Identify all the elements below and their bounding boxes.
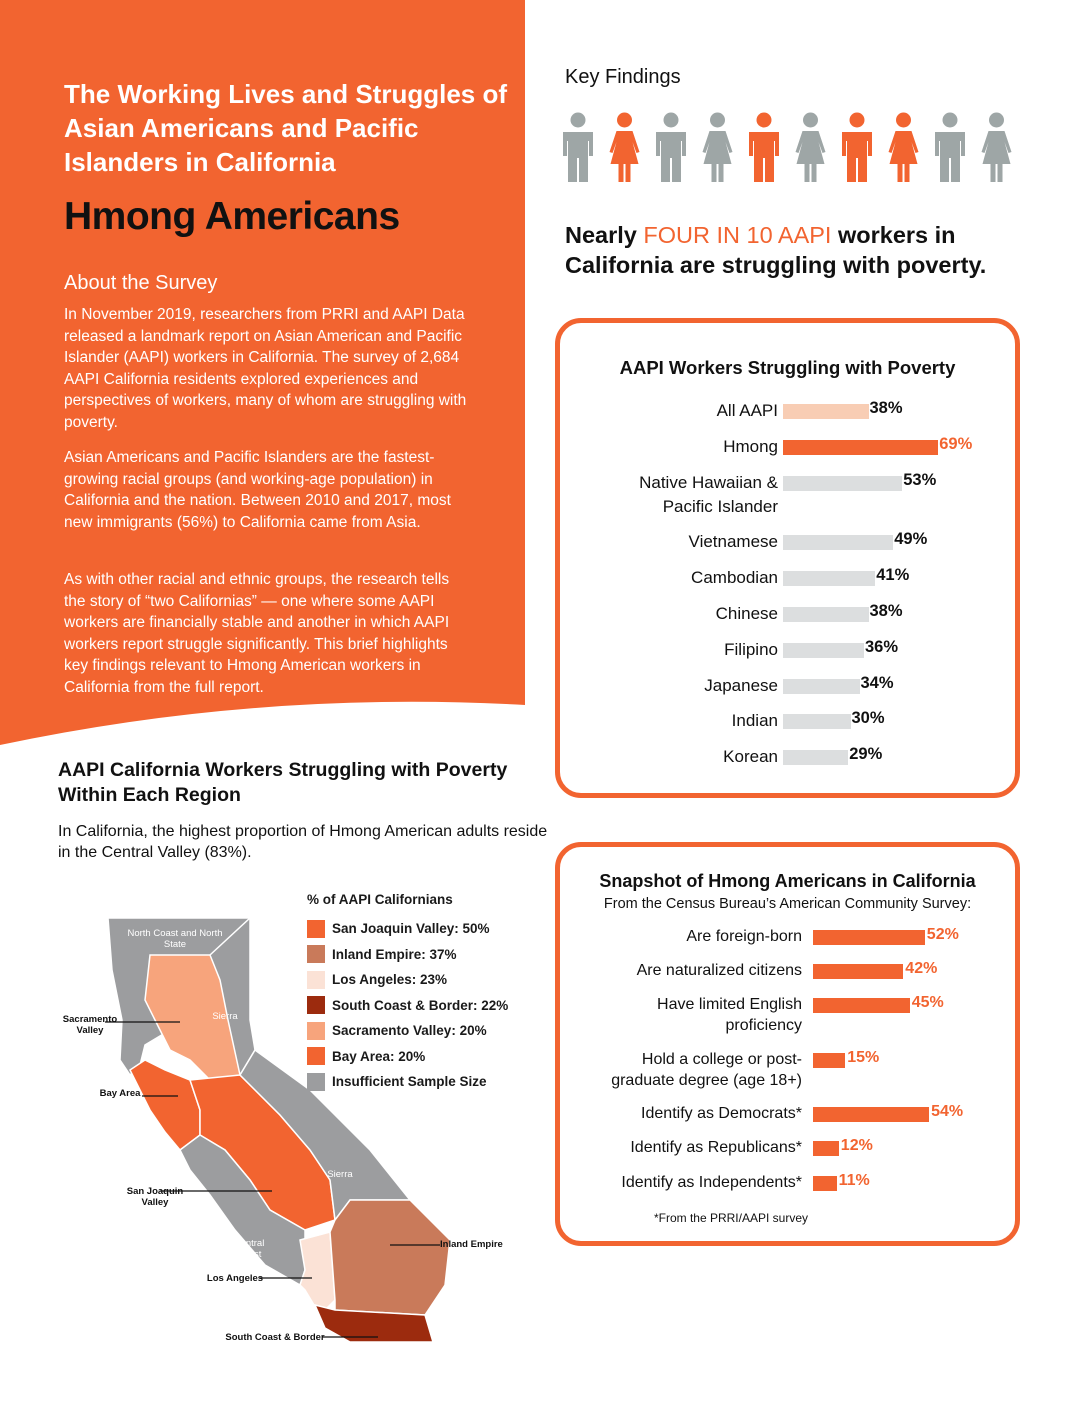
poverty-bar-value: 41% bbox=[876, 566, 910, 584]
poverty-bar-value: 29% bbox=[849, 745, 883, 763]
person-figures-row bbox=[558, 112, 1028, 184]
snapshot-bar bbox=[813, 964, 903, 979]
poverty-bar-label bbox=[600, 435, 778, 459]
poverty-bar-label bbox=[600, 602, 778, 626]
snapshot-bar-label-line: graduate degree (age 18+) bbox=[611, 1072, 802, 1089]
about-paragraph-2: Asian Americans and Pacific Islanders are the fastest-growing racial groups (and working-age population) in California and the nation. Between 2010 and 2017, most new immigrants (56%) to California came from Asia. bbox=[64, 449, 451, 531]
poverty-bar-label-line: Pacific Islander bbox=[662, 497, 778, 516]
snapshot-bar-label-line: Are naturalized citizens bbox=[636, 962, 802, 979]
snapshot-bar-label-line: Have limited English bbox=[657, 996, 802, 1013]
snapshot-bar-label-line: Identify as Republicans* bbox=[630, 1139, 802, 1156]
snapshot-bar bbox=[813, 1107, 929, 1122]
legend-label: Inland Empire: 37% bbox=[332, 946, 457, 962]
poverty-bar-label-line: Hmong bbox=[723, 437, 778, 456]
male-person-icon bbox=[656, 113, 686, 183]
poverty-bar-label bbox=[600, 674, 778, 698]
snapshot-bar-label bbox=[570, 1137, 802, 1158]
legend-label: South Coast & Border: 22% bbox=[332, 997, 509, 1013]
snapshot-bar-value: 42% bbox=[905, 960, 938, 977]
snapshot-bar-label bbox=[570, 1103, 802, 1124]
headline-text-end: workers in California are struggling with poverty. bbox=[565, 222, 987, 278]
map-label-san-joaquin: San Joaquin Valley bbox=[126, 1186, 184, 1208]
legend-label: Insufficient Sample Size bbox=[332, 1074, 487, 1090]
poverty-bar-label bbox=[600, 566, 778, 590]
legend-item bbox=[307, 1044, 508, 1070]
map-label-central-coast: Central Coast bbox=[233, 1238, 265, 1260]
poverty-bar-label-line: Native Hawaiian & bbox=[639, 473, 778, 492]
poverty-bar-value: 69% bbox=[939, 435, 973, 453]
female-person-icon bbox=[889, 113, 919, 183]
map-label-bay-area: Bay Area bbox=[99, 1088, 141, 1099]
map-label-sierra-north: Sierra bbox=[212, 1011, 238, 1022]
map-region-bay-area bbox=[130, 1060, 200, 1150]
snapshot-bar-label bbox=[570, 1172, 802, 1193]
male-person-icon bbox=[749, 113, 779, 183]
poverty-bar-label-line: Chinese bbox=[715, 604, 778, 623]
poverty-bar-label bbox=[600, 745, 778, 769]
legend-label: Los Angeles: 23% bbox=[332, 972, 448, 988]
poverty-bar bbox=[783, 476, 902, 491]
poverty-bar-value: 34% bbox=[860, 674, 894, 692]
snapshot-bar-label-line: Identify as Independents* bbox=[621, 1174, 802, 1191]
poverty-chart-title: AAPI Workers Struggling with Poverty bbox=[619, 357, 956, 378]
map-label-north-coast: North Coast and North State bbox=[127, 928, 223, 950]
legend-swatch bbox=[307, 1047, 325, 1065]
legend-label: San Joaquin Valley: 50% bbox=[332, 921, 490, 937]
male-person-icon bbox=[842, 113, 872, 183]
female-person-icon bbox=[703, 113, 733, 183]
map-label-sierra-south: Sierra bbox=[327, 1169, 353, 1180]
poverty-bar-label-line: Korean bbox=[723, 747, 778, 766]
snapshot-bar-label bbox=[570, 994, 802, 1036]
legend-item bbox=[307, 993, 508, 1019]
poverty-bar bbox=[783, 750, 848, 765]
poverty-bar-value: 30% bbox=[851, 709, 885, 727]
group-name-heading: Hmong Americans bbox=[64, 195, 400, 238]
snapshot-bar-label-line: Identify as Democrats* bbox=[641, 1105, 802, 1122]
snapshot-bar-label bbox=[570, 1049, 802, 1091]
poverty-bar bbox=[783, 643, 864, 658]
female-person-icon bbox=[982, 113, 1012, 183]
person-figures-graphic bbox=[558, 112, 1028, 184]
poverty-bar-value: 36% bbox=[865, 638, 899, 656]
snapshot-bar-label bbox=[570, 926, 802, 947]
headline-highlight: FOUR IN 10 AAPI bbox=[643, 222, 832, 248]
snapshot-card bbox=[555, 842, 1020, 1246]
snapshot-bar-label bbox=[570, 960, 802, 981]
snapshot-bar-label-line: Hold a college or post- bbox=[641, 1051, 802, 1068]
about-paragraph-3: As with other racial and ethnic groups, the research tells the story of “two Californias” — one where some AAPI workers are financially stable and another in which AAPI workers report struggle significantly. This brief highlights key findings relevant to Hmong American workers in California from the full report. bbox=[64, 571, 450, 696]
poverty-bar-label-line: All AAPI bbox=[716, 401, 778, 420]
snapshot-bar-label-line: proficiency bbox=[725, 1017, 802, 1034]
poverty-bar bbox=[783, 404, 869, 419]
snapshot-bar bbox=[813, 998, 910, 1013]
key-findings-heading: Key Findings bbox=[565, 66, 681, 88]
poverty-bar-value: 38% bbox=[869, 602, 903, 620]
legend-item bbox=[307, 942, 508, 968]
legend-swatch bbox=[307, 920, 325, 938]
poverty-chart-card bbox=[555, 318, 1020, 798]
poverty-bar-label-line: Filipino bbox=[724, 640, 778, 659]
poverty-bar bbox=[783, 535, 893, 550]
poverty-bar bbox=[783, 440, 938, 455]
poverty-bar-label bbox=[600, 471, 778, 519]
region-section-text: In California, the highest proportion of Hmong American adults reside in the Central Valley (83%). bbox=[58, 823, 548, 861]
snapshot-bar bbox=[813, 1141, 839, 1156]
map-label-sacramento: Sacramento Valley bbox=[62, 1014, 118, 1036]
snapshot-bar bbox=[813, 1053, 845, 1068]
legend-label: Sacramento Valley: 20% bbox=[332, 1023, 487, 1039]
legend-swatch bbox=[307, 1073, 325, 1091]
legend-swatch bbox=[307, 945, 325, 963]
snapshot-bar-value: 45% bbox=[911, 994, 944, 1011]
snapshot-bar bbox=[813, 1176, 837, 1191]
legend-item bbox=[307, 1018, 508, 1044]
female-person-icon bbox=[610, 113, 640, 183]
legend-item bbox=[307, 967, 508, 993]
map-region-inland-empire bbox=[330, 1200, 450, 1315]
about-paragraph-1: In November 2019, researchers from PRRI and AAPI Data released a landmark report on Asian American and Pacific Islander (AAPI) workers in California. The survey of 2,684 AAPI California residents explored experiences and perspectives of workers, many of whom are struggling with poverty. bbox=[64, 306, 467, 431]
legend-label: Bay Area: 20% bbox=[332, 1048, 426, 1064]
snapshot-bar-value: 11% bbox=[838, 1172, 870, 1189]
legend-swatch bbox=[307, 1022, 325, 1040]
map-label-south-coast: South Coast & Border bbox=[225, 1332, 325, 1343]
snapshot-bar-value: 12% bbox=[840, 1137, 873, 1154]
poverty-bar-label bbox=[600, 399, 778, 423]
snapshot-title: Snapshot of Hmong Americans in California bbox=[599, 871, 976, 891]
legend-title: % of AAPI Californians bbox=[307, 892, 453, 907]
poverty-bar-label-line: Vietnamese bbox=[688, 532, 778, 551]
legend-swatch bbox=[307, 971, 325, 989]
poverty-bar-value: 49% bbox=[894, 530, 928, 548]
poverty-bar-label bbox=[600, 530, 778, 554]
male-person-icon bbox=[563, 113, 593, 183]
poverty-bar-value: 53% bbox=[903, 471, 937, 489]
poverty-bar-label-line: Cambodian bbox=[691, 568, 778, 587]
headline-text-start: Nearly bbox=[565, 222, 644, 248]
map-region-los-angeles bbox=[300, 1232, 335, 1315]
snapshot-subtitle: From the Census Bureau’s American Community Survey: bbox=[603, 896, 972, 912]
snapshot-bar-value: 52% bbox=[926, 926, 959, 943]
poverty-bar bbox=[783, 679, 860, 694]
snapshot-bar-value: 15% bbox=[847, 1049, 880, 1066]
snapshot-bar-value: 54% bbox=[931, 1103, 964, 1120]
key-finding-headline bbox=[565, 220, 1025, 280]
legend-item bbox=[307, 1069, 508, 1095]
map-label-los-angeles: Los Angeles bbox=[206, 1273, 264, 1284]
snapshot-bar bbox=[813, 930, 925, 945]
male-person-icon bbox=[935, 113, 965, 183]
poverty-bar-label bbox=[600, 638, 778, 662]
poverty-bar bbox=[783, 607, 869, 622]
poverty-bar bbox=[783, 714, 851, 729]
poverty-bar-label-line: Indian bbox=[731, 711, 778, 730]
map-label-inland-empire: Inland Empire bbox=[440, 1239, 503, 1250]
snapshot-bar-label-line: Are foreign-born bbox=[686, 928, 802, 945]
snapshot-footnote: *From the PRRI/AAPI survey bbox=[653, 1211, 808, 1225]
region-section-title: AAPI California Workers Struggling with Poverty Within Each Region bbox=[58, 759, 508, 806]
poverty-bar-label bbox=[600, 709, 778, 733]
poverty-bar-value: 38% bbox=[869, 399, 903, 417]
poverty-bar bbox=[783, 571, 875, 586]
poverty-bar-label-line: Japanese bbox=[704, 676, 778, 695]
report-title: The Working Lives and Struggles of Asian Americans and Pacific Islanders in California bbox=[64, 79, 508, 177]
legend-item bbox=[307, 916, 508, 942]
female-person-icon bbox=[796, 113, 826, 183]
map-legend bbox=[307, 892, 508, 1095]
legend-swatch bbox=[307, 996, 325, 1014]
legend-items bbox=[307, 916, 508, 1095]
about-survey-heading: About the Survey bbox=[64, 272, 218, 294]
